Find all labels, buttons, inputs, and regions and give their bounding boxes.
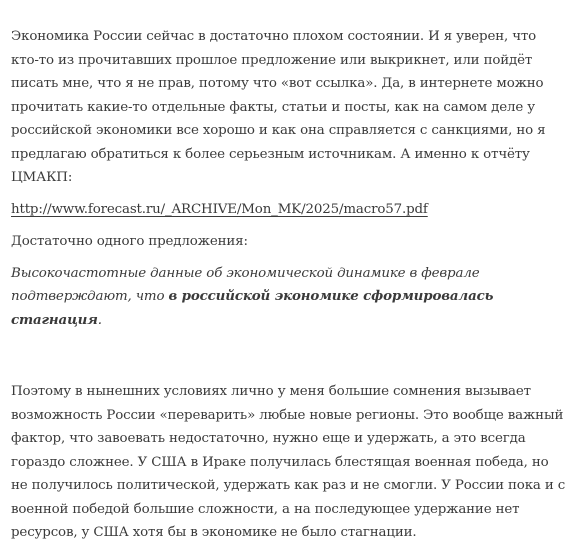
quote-bold: в российской экономике сформировалась стагнация <box>11 288 494 328</box>
quote-lead: Высокочастотные данные об экономической динамике в феврале подтверждают, что <box>11 265 480 304</box>
quote-block <box>11 262 567 333</box>
paragraph-conclusion: Поэтому в нынешних условиях лично у меня большие сомнения вызывает возможность России «переварить» любые новые регионы. Это вообще важный фактор, что завоевать недостаточно, нужно еще и удержать, а это всегда гораздо сложнее. У США в Ираке получилась блестящая военная победа, но не получилось политической, удержать как раз и не смогли. У России пока и с военной победой большие сложности, а на последующее удержание нет ресурсов, у США хотя бы в экономике не было стагнации. <box>11 384 566 540</box>
paragraph-one-sentence: Достаточно одного предложения: <box>11 234 248 249</box>
article-body <box>11 25 567 545</box>
quote-end: . <box>97 312 102 328</box>
paragraph-economy: Экономика России сейчас в достаточно плохом состоянии. И я уверен, что кто-то из прочитавших прошлое предложение или выкрикнет, или пойдёт писать мне, что я не прав, потому что «вот ссылка». Да, в интернете можно прочитать какие-то отдельные факты, статьи и посты, как на самом деле у российской экономики все хорошо и как она справляется с санкциями, но я предлагаю обратиться к более серьезным источникам. А именно к отчёту ЦМАКП: <box>11 29 546 185</box>
report-link[interactable]: http://www.forecast.ru/_ARCHIVE/Mon_MK/2025/macro57.pdf <box>11 201 428 217</box>
link-line <box>11 198 567 222</box>
